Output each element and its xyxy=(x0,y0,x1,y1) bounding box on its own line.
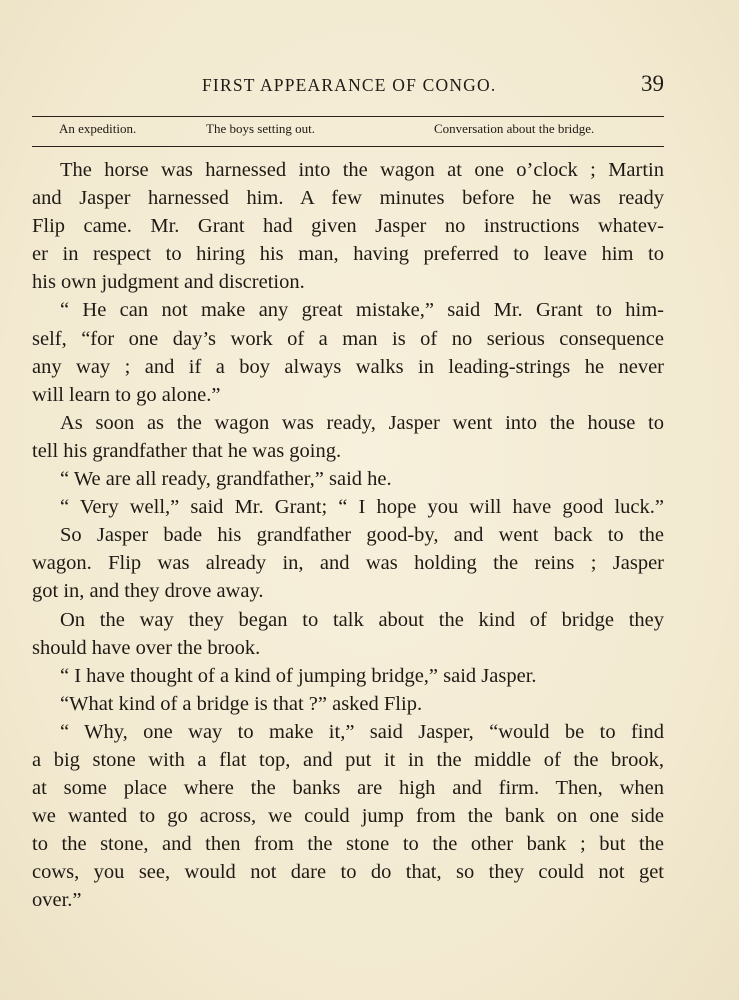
summary-rule xyxy=(32,146,664,147)
text-line: “ Very well,” said Mr. Grant; “ I hope you will have good luck.” xyxy=(60,496,664,519)
text-line: to the stone, and then from the stone to the other bank ; but the xyxy=(32,833,664,856)
text-line: Flip came. Mr. Grant had given Jasper no instructions whatev- xyxy=(32,215,664,238)
text-line: cows, you see, would not dare to do that, so they could not get xyxy=(32,861,664,884)
text-line: So Jasper bade his grandfather good-by, and went back to the xyxy=(60,524,664,547)
text-line: On the way they began to talk about the kind of bridge they xyxy=(60,608,664,631)
text-line: “ We are all ready, grandfather,” said he. xyxy=(60,468,392,491)
text-line: at some place where the banks are high and firm. Then, when xyxy=(32,777,664,800)
summary-item: An expedition. xyxy=(59,121,137,136)
text-line: The horse was harnessed into the wagon at one o’clock ; Martin xyxy=(60,159,664,181)
text-line: will learn to go alone.” xyxy=(32,383,221,406)
text-line: “ He can not make any great mistake,” said Mr. Grant to him- xyxy=(60,299,664,322)
text-line: “ Why, one way to make it,” said Jasper, “would be to find xyxy=(60,720,664,743)
header-rule xyxy=(32,116,664,117)
text-line: any way ; and if a boy always walks in leading-strings he never xyxy=(32,355,664,378)
text-line: and Jasper harnessed him. A few minutes before he was ready xyxy=(32,187,664,210)
running-title: FIRST APPEARANCE OF CONGO. xyxy=(202,75,497,95)
summary-item: Conversation about the bridge. xyxy=(434,121,595,136)
text-line: “What kind of a bridge is that ?” asked Flip. xyxy=(60,692,423,715)
summary-item: The boys setting out. xyxy=(206,121,316,136)
text-line: over.” xyxy=(32,889,82,912)
running-head xyxy=(32,73,664,101)
text-line: wagon. Flip was already in, and was holding the reins ; Jasper xyxy=(32,552,664,575)
body-text xyxy=(32,156,664,915)
text-line: a big stone with a flat top, and put it in the middle of the brook, xyxy=(32,748,664,771)
text-line: “ I have thought of a kind of jumping bridge,” said Jasper. xyxy=(60,664,537,687)
text-line: tell his grandfather that he was going. xyxy=(32,439,342,462)
text-line: got in, and they drove away. xyxy=(32,580,264,603)
text-line: should have over the brook. xyxy=(32,636,261,659)
text-line: As soon as the wagon was ready, Jasper went into the house to xyxy=(60,411,664,434)
text-line: er in respect to hiring his man, having preferred to leave him to xyxy=(32,243,664,266)
text-line: we wanted to go across, we could jump from the bank on one side xyxy=(32,805,664,828)
text-line: self, “for one day’s work of a man is of no serious consequence xyxy=(32,327,664,350)
chapter-summary xyxy=(32,121,664,139)
page-number: 39 xyxy=(641,71,664,96)
text-line: his own judgment and discretion. xyxy=(32,271,305,294)
